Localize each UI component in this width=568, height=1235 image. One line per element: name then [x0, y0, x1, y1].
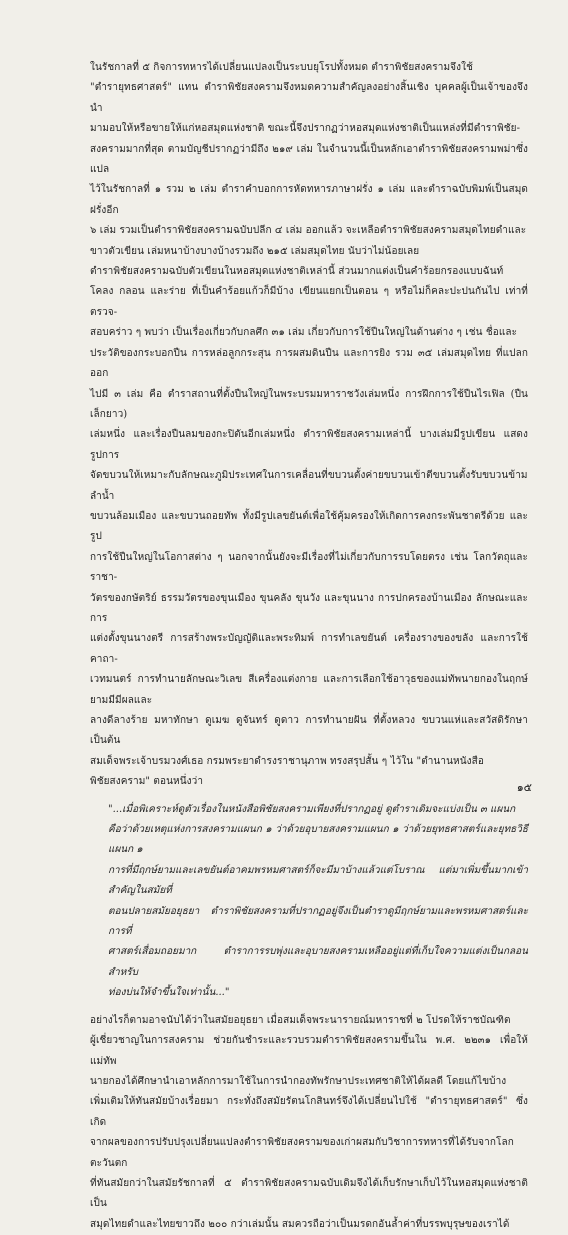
page-number: ๑๕ — [516, 781, 532, 794]
paragraph-4: อย่างไรก็ตามอาจนับได้ว่าในสมัยอยุธยา เมื่อสมเด็จพระนารายณ์มหาราชที่ ๒ โปรดให้ราชบัณฑิต ผู้เชี่ยวชาญในการสงคราม ช่วยกันชำระและรวบรวมตำราพิชัยสงครามขึ้นใน พ.ศ. ๒๒๓๑ เพื่อให้แม่ทัพ นายกองได้ศึกษานำเอาหลักการมาใช้ในการนำกองทัพรักษาประเทศชาติให้ได้ผลดี โดยแก้ไขบ้าง เพิ่มเติมให้ทันสมัยบ้างเรื่อยมา กระทั่งถึงสมัยรัตนโกสินทร์จึงได้เปลี่ยนไปใช้ "ตำรายุทธศาสตร์" ซึ่งเกิด จากผลของการปรับปรุงเปลี่ยนแปลงตำราพิชัยสงครามของเก่าผสมกับวิชาการทหารที่ได้รับจากโลกตะวันตก ที่ทันสมัยกว่าในสมัยรัชกาลที่ ๕ ตำราพิชัยสงครามฉบับเดิมจึงได้เก็บรักษาเก็บไว้ในหอสมุดแห่งชาติเป็น สมุดไทยดำและไทยขาวถึง ๒๐๐ กว่าเล่มนั้น สมควรถือว่าเป็นมรดกอันล้ำค่าที่บรรพบุรุษของเราได้ — [90, 1014, 528, 1230]
paragraph-3: สมเด็จพระเจ้าบรมวงศ์เธอ กรมพระยาดำรงราชานุภาพ ทรงสรุปสั้น ๆ ไว้ใน "ตำนานหนังสือ พิชัยสงคราม" ตอนหนึ่งว่า — [90, 755, 484, 788]
paragraph-1: ในรัชกาลที่ ๕ กิจการทหารได้เปลี่ยนแปลงเป็นระบบยุโรปทั้งหมด ตำราพิชัยสงครามจึงใช้ "ตำรายุทธศาสตร์" แทน ตำราพิชัยสงครามจึงหมดความสำคัญลงอย่างสิ้นเชิง บุคคลผู้เป็นเจ้าของจึงนำ มามอบให้หรือขายให้แก่หอสมุดแห่งชาติ ขณะนี้จึงปรากฏว่าหอสมุดแห่งชาติเป็นแหล่งที่มีตำราพิชัย- สงครามมากที่สุด ตามบัญชีปรากฏว่ามีถึง ๒๑๙ เล่ม ในจำนวนนี้เป็นหลักเอาตำราพิชัยสงครามพม่าซึ่งแปล ไว้ในรัชกาลที่ ๑ รวม ๒ เล่ม ตำราคำบอกการหัดทหารภาษาฝรั่ง ๑ เล่ม และตำราฉบับพิมพ์เป็นสมุดฝรั่งอีก ๖ เล่ม รวมเป็นตำราพิชัยสงครามฉบับปลีก ๔ เล่ม ออกแล้ว จะเหลือตำราพิชัยสงครามสมุดไทยดำและ ขาวตัวเขียน เล่มหนาบ้างบางบ้างรวมถึง ๒๑๕ เล่มสมุดไทย นับว่าไม่น้อยเลย — [90, 62, 528, 257]
paragraph-2: ตำราพิชัยสงครามฉบับตัวเขียนในหอสมุดแห่งชาติเหล่านี้ ส่วนมากแต่งเป็นคำร้อยกรองแบบฉันท์ โคลง กลอน และร่าย ที่เป็นคำร้อยแก้วก็มีบ้าง เขียนแยกเป็นตอน ๆ หรือไม่ก็คละปะปนกันไป เท่าที่ตรวจ- สอบคร่าว ๆ พบว่า เป็นเรื่องเกี่ยวกับกลศึก ๓๑ เล่ม เกี่ยวกับการใช้ปืนใหญ่ในด้านต่าง ๆ เช่น ชื่อและ ประวัติของกระบอกปืน การหล่อลูกกระสุน การผสมดินปืน และการยิง รวม ๓๕ เล่มสมุดไทย ที่แปลกออก ไปมี ๓ เล่ม คือ ตำราสถานที่ตั้งปืนใหญ่ในพระบรมมหาราชวังเล่มหนึ่ง การฝึกการใช้ปืนไรเฟิล (ปืนเล็กยาว) เล่มหนึ่ง และเรื่องปืนลมของกะปิตันอีกเล่มหนึ่ง ตำราพิชัยสงครามเหล่านี้ บางเล่มมีรูปเขียน แสดงรูปการ จัดขบวนให้เหมาะกับลักษณะภูมิประเทศในการเคลื่อนที่ขบวนตั้งค่ายขบวนเข้าตีขบวนตั้งรับขบวนข้ามลำน้ำ ขบวนล้อมเมือง และขบวนถอยทัพ ทั้งมีรูปเลขยันต์เพื่อใช้คุ้มครองให้เกิดการคงกระพันชาตรีด้วย และรูป การใช้ปืนใหญ่ในโอกาสต่าง ๆ นอกจากนั้นยังจะมีเรื่องที่ไม่เกี่ยวกับการรบโดยตรง เช่น โลกวัตถุและราชา- วัตรของกษัตริย์ ธรรมวัตรของขุนเมือง ขุนคลัง ขุนวัง และขุนนาง การปกครองบ้านเมือง ลักษณะและการ แต่งตั้งขุนนางตรี การสร้างพระบัญญัติและพระทิมพ์ การทำเลขยันต์ เครื่องรางของขลัง และการใช้คาถา- เวทมนตร์ การทำนายลักษณะวิเลข สีเครื่องแต่งกาย และการเลือกใช้อาวุธของแม่ทัพนายกองในฤกษ์ยามมีมีผลและ ลางดีลางร้าย มหาทักษา ดูเมฆ ดูจันทร์ ดูดาว การทำนายฝัน ที่ตั้งหลวง ขบวนแห่และสวัสดิรักษา เป็นต้น — [90, 266, 528, 747]
block-quote: "...เมื่อพิเคราะห์ดูตัวเรื่องในหนังสือพิชัยสงครามเพียงที่ปรากฏอยู่ ดูตำราเดิมจะแบ่งเป็น ๓ แผนก คือว่าด้วยเหตุแห่งการสงครามแผนก ๑ ว่าด้วยอุบายสงครามแผนก ๑ ว่าด้วยยุทธศาสตร์และยุทธวิธีแผนก ๑ การที่มีฤกษ์ยามและเลขยันต์อาคมพรหมศาสตร์ก็จะมีมาบ้างแล้วแต่โบราณ แต่มาเพิ่มขึ้นมากเข้าสำคัญในสมัยที่ ตอนปลายสมัยอยุธยา ตำราพิชัยสงครามที่ปรากฏอยู่จึงเป็นตำราดูมีฤกษ์ยามและพรหมศาสตร์และการที่ ศาสตร์เสื่อมถอยมาก ตำราการรบพุ่งและอุบายสงครามเหลืออยู่แต่ที่เก็บใจความแต่งเป็นกลอนสำหรับ ท่องบ่นให้จำขึ้นใจเท่านั้น..." — [108, 803, 528, 999]
